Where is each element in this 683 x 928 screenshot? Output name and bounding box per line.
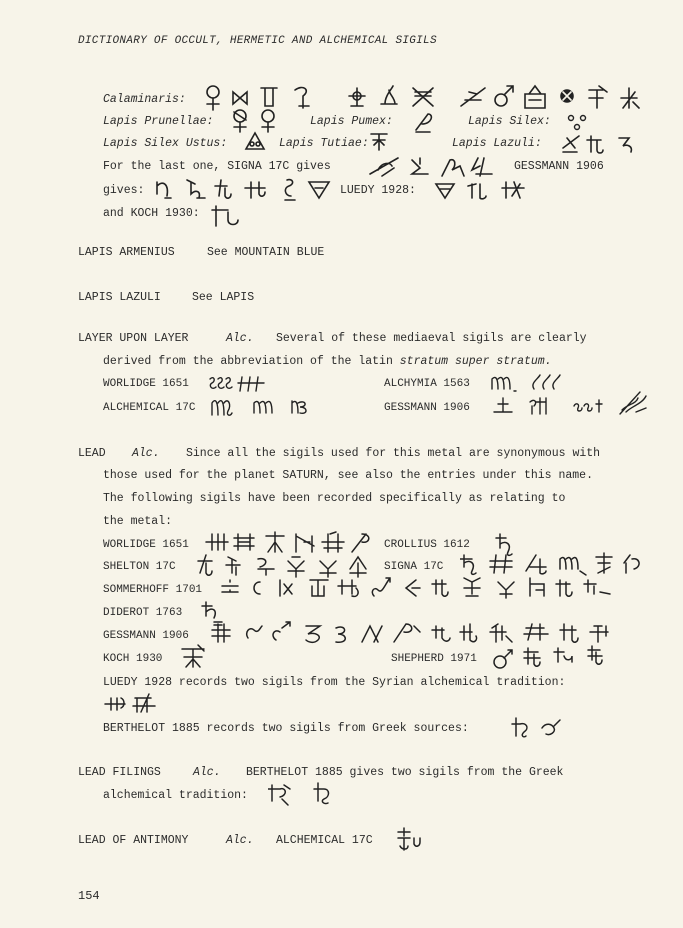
antimony-sigil: [394, 824, 424, 856]
entry-antimony-text: ALCHEMICAL 17C: [276, 834, 373, 847]
entry-lapis-lazuli-text: See LAPIS: [192, 291, 255, 304]
pumex-label: Lapis Pumex:: [310, 115, 393, 128]
pumex-sigil: [412, 110, 436, 138]
layer-gessmann-sigils: [490, 388, 658, 422]
lead-shepherd-label: SHEPHERD 1971: [391, 653, 477, 665]
silex-sigil-svg: [566, 110, 590, 132]
entry-antimony-head: LEAD OF ANTIMONY: [78, 834, 189, 847]
antimony-sigil-svg: [394, 824, 424, 852]
entry-lapis-lazuli-head: LAPIS LAZULI: [78, 291, 161, 304]
layer-gessmann-sigils-svg: [490, 388, 658, 418]
entry-lead-head: LEAD: [78, 447, 106, 460]
lead-crollius-label: CROLLIUS 1612: [384, 539, 470, 551]
entry-lapis-armenius-head: LAPIS ARMENIUS: [78, 246, 175, 259]
silex-ustus-sigil: [244, 131, 266, 155]
lead-sommerhoff-label: SOMMERHOFF 1701: [103, 584, 203, 596]
lead-luedy-sigils-svg: [103, 690, 163, 716]
sigil-11: [561, 90, 573, 102]
entry-layer-line2-italic: stratum super stratum.: [399, 355, 552, 368]
calaminaris-label: Calaminaris:: [103, 93, 186, 106]
gessmann-intro-sigils-svg: [153, 174, 337, 202]
lead-berthelot-text: BERTHELOT 1885 records two sigils from Greek sources:: [103, 722, 469, 735]
entry-layer-tag: Alc.: [226, 332, 254, 345]
filings-sigils: [268, 779, 348, 811]
sigil-6: [381, 86, 397, 104]
entry-layer-head: LAYER UPON LAYER: [78, 332, 189, 345]
silex-ustus-sigil-svg: [244, 131, 266, 151]
prunellae-label: Lapis Prunellae:: [103, 115, 214, 128]
entry-lead-line2: those used for the planet SATURN, see also the entries under this name.: [103, 469, 593, 482]
koch-intro-sigil: [210, 200, 246, 232]
entry-lead-line1: Since all the sigils used for this metal are synonymous with: [186, 447, 601, 460]
layer-gessmann-label: GESSMANN 1906: [384, 402, 470, 414]
lazuli-sigils: [561, 130, 645, 160]
layer-alchemical-label: ALCHEMICAL 17C: [103, 402, 196, 414]
lazuli-sigils-svg: [561, 130, 645, 156]
layer-worlidge-sigils-svg: [208, 373, 268, 395]
lead-koch-sigil-svg: [178, 643, 208, 671]
koch-intro-label: and KOCH 1930:: [103, 207, 200, 220]
sigil-10: [525, 86, 545, 108]
lead-shelton-label: SHELTON 17C: [103, 561, 176, 573]
lead-shepherd-sigils: [492, 642, 612, 676]
lead-koch-label: KOCH 1930: [103, 653, 163, 665]
filings-sigils-svg: [268, 779, 348, 807]
lead-koch-sigil: [178, 643, 208, 675]
lead-signa-label: SIGNA 17C: [384, 561, 444, 573]
lead-luedy-text: LUEDY 1928 records two sigils from the Syrian alchemical tradition:: [103, 676, 566, 689]
signa-note: For the last one, SIGNA 17C gives: [103, 160, 331, 173]
luedy-intro-sigils: [434, 176, 530, 206]
entry-lead-tag: Alc.: [132, 447, 160, 460]
entry-filings-tag: Alc.: [193, 766, 221, 779]
entry-lapis-armenius-text: See MOUNTAIN BLUE: [207, 246, 325, 259]
sigil-1: [207, 86, 219, 110]
lead-diderot-label: DIDEROT 1763: [103, 607, 183, 619]
sigil-9: [495, 86, 513, 106]
entry-antimony-tag: Alc.: [226, 834, 254, 847]
sigil-8: [461, 88, 485, 106]
entry-layer-line2-roman: derived from the abbreviation of the latin: [103, 355, 393, 368]
page-number: 154: [78, 889, 100, 903]
lead-worlidge-label: WORLIDGE 1651: [103, 539, 189, 551]
luedy-intro-sigils-svg: [434, 176, 530, 202]
koch-intro-sigil-svg: [210, 200, 246, 228]
silex-label: Lapis Silex:: [468, 115, 551, 128]
lazuli-label: Lapis Lazuli:: [452, 137, 542, 150]
sigil-3: [261, 88, 277, 106]
luedy-intro-label: LUEDY 1928:: [340, 184, 416, 197]
sigil-2: [233, 92, 247, 104]
lead-luedy-sigils: [103, 690, 163, 720]
layer-alchymia-label: ALCHYMIA 1563: [384, 378, 470, 390]
tutiae-label: Lapis Tutiae:: [279, 137, 369, 150]
lead-sommerhoff-sigils-svg: [220, 572, 660, 602]
pumex-sigil-svg: [412, 110, 436, 134]
layer-alchemical-sigils: [210, 393, 322, 423]
layer-alchemical-sigils-svg: [210, 393, 322, 419]
entry-lead-line4: the metal:: [103, 515, 173, 528]
sigil-13: [621, 88, 639, 108]
lead-gessmann-label: GESSMANN 1906: [103, 630, 189, 642]
tutiae-sigil-svg: [368, 130, 390, 152]
sigil-5: [349, 88, 365, 106]
gessmann-intro-label: GESSMANN 1906: [514, 160, 604, 173]
entry-filings-line2: alchemical tradition:: [103, 789, 248, 802]
running-header: DICTIONARY OF OCCULT, HERMETIC AND ALCHEMICAL SIGILS: [78, 35, 437, 47]
silex-ustus-label: Lapis Silex Ustus:: [103, 137, 228, 150]
gives-label: gives:: [103, 184, 145, 197]
entry-filings-line1: BERTHELOT 1885 gives two sigils from the Greek: [246, 766, 564, 779]
lead-sommerhoff-sigils: [220, 572, 660, 606]
entry-filings-head: LEAD FILINGS: [78, 766, 161, 779]
sigil-12: [589, 86, 607, 108]
lead-shepherd-sigils-svg: [492, 642, 612, 672]
sigil-4: [295, 88, 309, 108]
entry-layer-line1: Several of these mediaeval sigils are clearly: [276, 332, 587, 345]
layer-worlidge-label: WORLIDGE 1651: [103, 378, 189, 390]
entry-lead-line3: The following sigils have been recorded specifically as relating to: [103, 492, 566, 505]
entry-layer-line2: [103, 355, 552, 368]
lead-berthelot-sigils: [510, 714, 570, 744]
sigil-7: [413, 88, 433, 106]
lead-berthelot-sigils-svg: [510, 714, 570, 740]
